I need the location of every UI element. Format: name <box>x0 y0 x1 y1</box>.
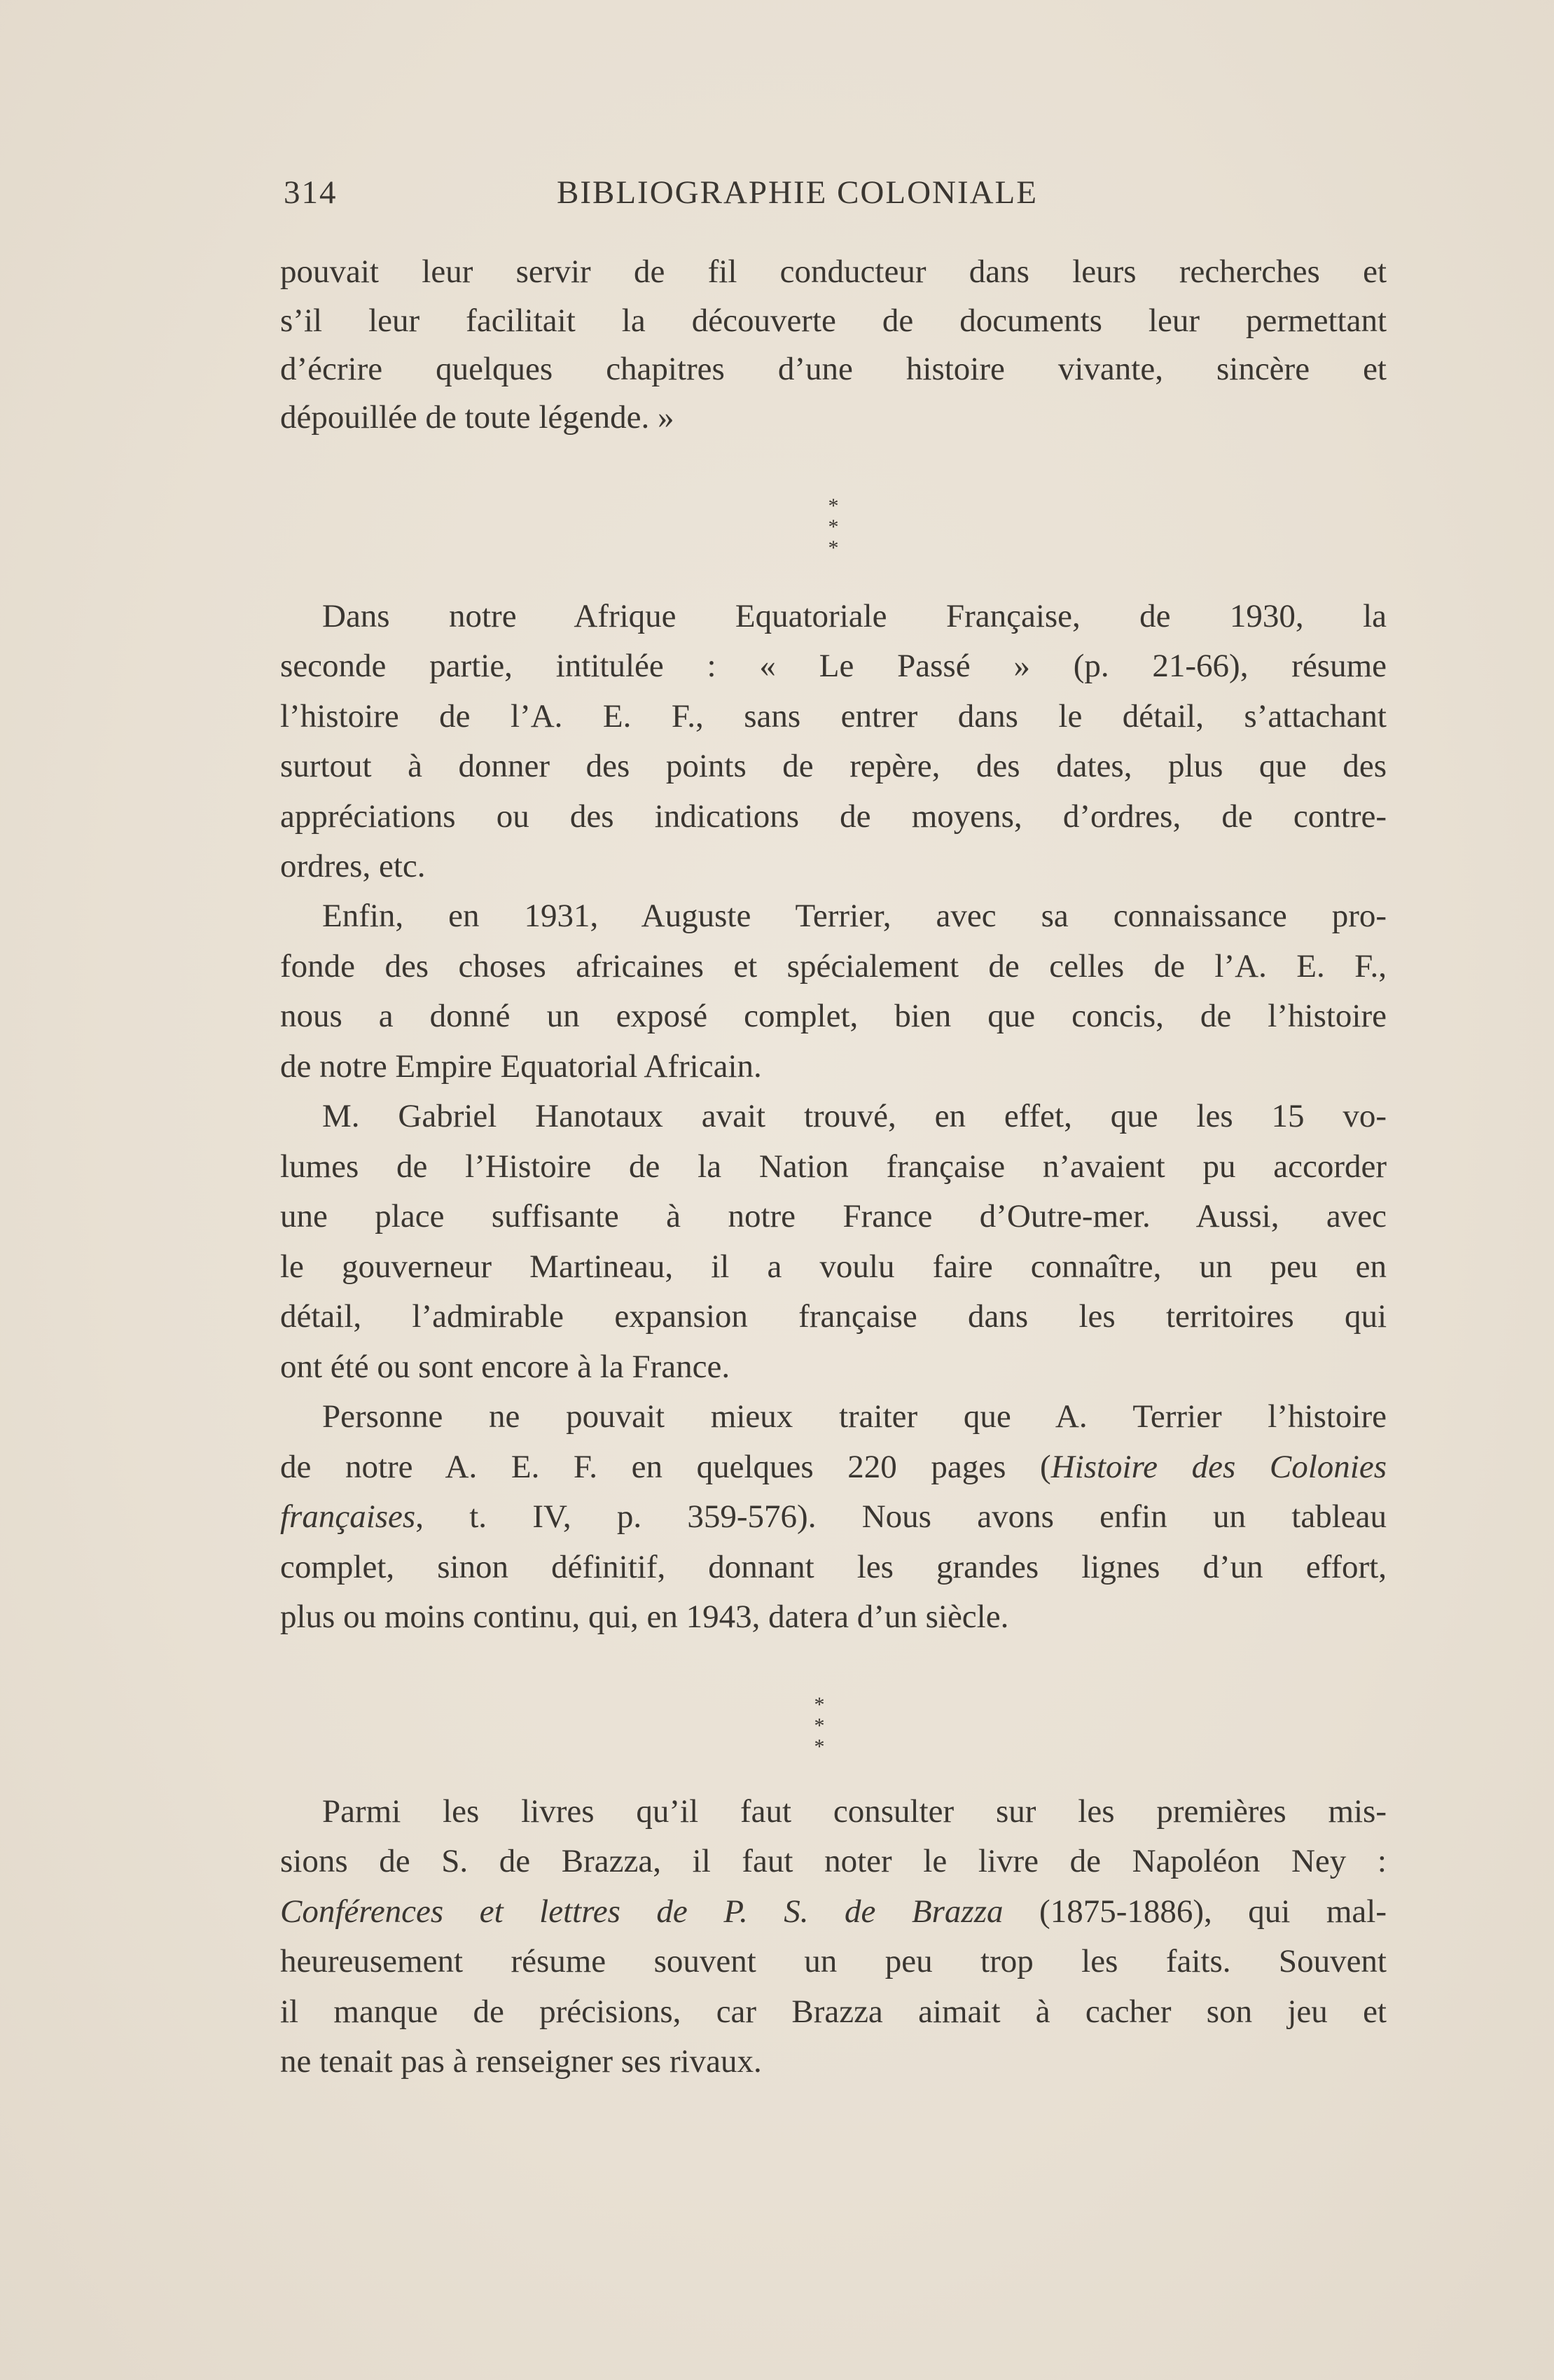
text-line: d’écrire quelques chapitres d’une histoire vivante, sincère et <box>280 351 1387 387</box>
text-line: il manque de précisions, car Brazza aimait à cacher son jeu et <box>280 1993 1387 2030</box>
text-line: lumes de l’Histoire de la Nation française n’avaient pu accorder <box>280 1148 1387 1185</box>
text-line: ont été ou sont encore à la France. <box>280 1349 730 1385</box>
text-line <box>280 1496 1387 1538</box>
text-line: ne tenait pas à renseigner ses rivaux. <box>280 2043 762 2080</box>
text-line: une place suffisante à notre France d’Outre-mer. Aussi, avec <box>280 1198 1387 1234</box>
book-title-italic: Histoire des Colonies <box>1050 1449 1387 1485</box>
separator-star: * <box>828 494 839 517</box>
text-line: l’histoire de l’A. E. F., sans entrer dans le détail, s’attachant <box>280 698 1387 735</box>
text-line: Parmi les livres qu’il faut consulter sur les premières mis- <box>322 1793 1387 1830</box>
text-line: détail, l’admirable expansion française dans les territoires qui <box>280 1298 1387 1335</box>
text-line: heureusement résume souvent un peu trop les faits. Souvent <box>280 1943 1387 1979</box>
separator-stars: * * <box>814 1714 835 1758</box>
separator-star: * <box>814 1693 825 1716</box>
text-line: plus ou moins continu, qui, en 1943, datera d’un siècle. <box>280 1599 1009 1635</box>
text-line: ordres, etc. <box>280 848 426 884</box>
text-line <box>280 1891 1387 1933</box>
text-line: Dans notre Afrique Equatoriale Française, de 1930, la <box>322 598 1387 634</box>
section-separator <box>791 1694 847 1758</box>
text-line: surtout à donner des points de repère, des dates, plus que des <box>280 748 1387 784</box>
text-line: Personne ne pouvait mieux traiter que A. Terrier l’histoire <box>322 1398 1387 1435</box>
separator-stars: * * <box>828 515 849 559</box>
running-title: BIBLIOGRAPHIE COLONIALE <box>557 174 1038 211</box>
text-line: M. Gabriel Hanotaux avait trouvé, en effet, que les 15 vo- <box>322 1098 1387 1134</box>
text-line: sions de S. de Brazza, il faut noter le livre de Napoléon Ney : <box>280 1843 1387 1879</box>
text-segment: de notre A. E. F. en quelques 220 pages ( <box>280 1449 1051 1485</box>
text-line: fonde des choses africaines et spécialement de celles de l’A. E. F., <box>280 948 1387 984</box>
text-line: Enfin, en 1931, Auguste Terrier, avec sa connaissance pro- <box>322 898 1387 934</box>
text-line <box>280 1446 1387 1488</box>
text-line: seconde partie, intitulée : « Le Passé » (p. 21-66), résume <box>280 648 1387 684</box>
section-separator <box>805 496 861 559</box>
text-line: nous a donné un exposé complet, bien que concis, de l’histoire <box>280 998 1387 1034</box>
text-line: dépouillée de toute légende. » <box>280 399 674 436</box>
text-line: appréciations ou des indications de moyens, d’ordres, de contre- <box>280 798 1387 835</box>
text-line: complet, sinon définitif, donnant les grandes lignes d’un effort, <box>280 1549 1387 1585</box>
page-number: 314 <box>284 174 338 211</box>
text-segment: , t. IV, p. 359-576). Nous avons enfin un tableau <box>415 1498 1387 1535</box>
text-line: de notre Empire Equatorial Africain. <box>280 1048 762 1085</box>
page-header <box>284 174 1390 216</box>
text-line: s’il leur facilitait la découverte de documents leur permettant <box>280 302 1387 339</box>
book-title-italic: Conférences et lettres de P. S. de Brazza <box>280 1893 1004 1930</box>
text-segment: (1875-1886), qui mal- <box>1003 1893 1387 1930</box>
text-line: le gouverneur Martineau, il a voulu faire connaître, un peu en <box>280 1248 1387 1285</box>
text-line: pouvait leur servir de fil conducteur dans leurs recherches et <box>280 253 1387 290</box>
book-title-italic: françaises <box>280 1498 416 1535</box>
